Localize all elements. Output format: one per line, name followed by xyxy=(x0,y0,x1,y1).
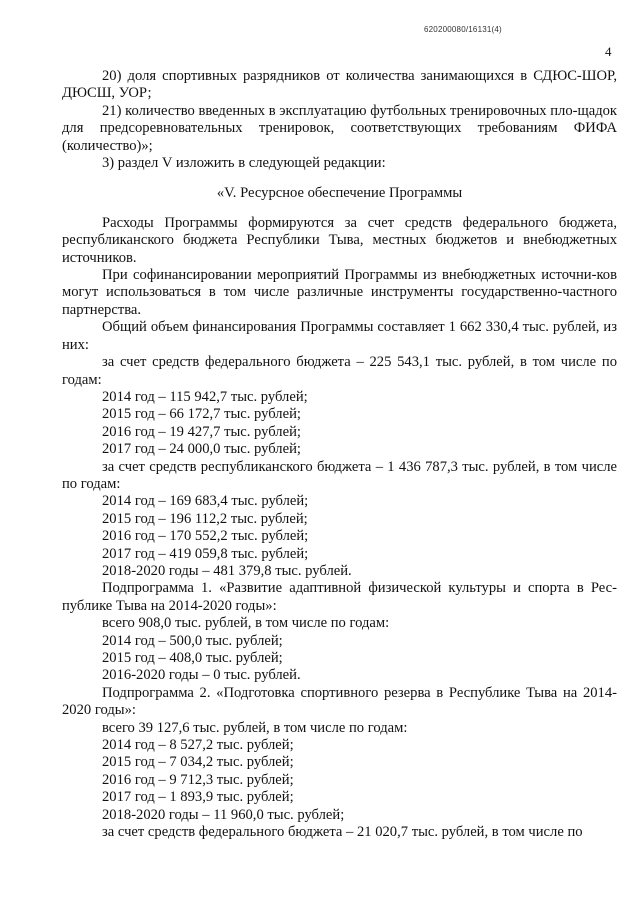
paragraph: за счет средств республиканского бюджета – 1 436 787,3 тыс. рублей, в том числе по годам: xyxy=(62,458,617,492)
paragraph: 2014 год – 500,0 тыс. рублей; xyxy=(102,632,283,649)
paragraph: 2018-2020 годы – 481 379,8 тыс. рублей. xyxy=(102,562,352,579)
paragraph: 3) раздел V изложить в следующей редакции: xyxy=(102,155,386,172)
paragraph: 2016 год – 19 427,7 тыс. рублей; xyxy=(102,423,301,440)
paragraph: 2016-2020 годы – 0 тыс. рублей. xyxy=(102,667,301,684)
paragraph: 2017 год – 419 059,8 тыс. рублей; xyxy=(102,545,309,562)
paragraph: 2014 год – 169 683,4 тыс. рублей; xyxy=(102,493,309,510)
paragraph: 20) доля спортивных разрядников от количества занимающихся в СДЮС-ШОР, ДЮСШ, УОР; xyxy=(62,68,617,102)
paragraph: Общий объем финансирования Программы составляет 1 662 330,4 тыс. рублей, из них: xyxy=(62,319,617,353)
paragraph: 2018-2020 годы – 11 960,0 тыс. рублей; xyxy=(102,806,345,823)
paragraph: всего 39 127,6 тыс. рублей, в том числе по годам: xyxy=(102,719,408,736)
paragraph: 2017 год – 1 893,9 тыс. рублей; xyxy=(102,789,294,806)
paragraph: за счет средств федерального бюджета – 225 543,1 тыс. рублей, в том числе по годам: xyxy=(62,354,617,388)
paragraph: Подпрограмма 1. «Развитие адаптивной физической культуры и спорта в Рес-публике Тыва на 2014-2020 годы»: xyxy=(62,580,617,614)
paragraph: за счет средств федерального бюджета – 21 020,7 тыс. рублей, в том числе по xyxy=(102,824,583,841)
paragraph: Расходы Программы формируются за счет средств федерального бюджета, республиканского бюджета Республики Тыва, местных бюджетов и внебюджетных источников. xyxy=(62,214,617,266)
paragraph: 21) количество введенных в эксплуатацию футбольных тренировочных пло-щадок для предсоревновательных тренировок, соответствующих требованиям ФИФА (количество)»; xyxy=(62,102,617,154)
paragraph: всего 908,0 тыс. рублей, в том числе по годам: xyxy=(102,615,390,632)
paragraph: При софинансировании мероприятий Программы из внебюджетных источни-ков могут использоваться в том числе различные инструменты государственно-частного партнерства. xyxy=(62,267,617,318)
paragraph: 2015 год – 196 112,2 тыс. рублей; xyxy=(102,510,308,527)
paragraph: 2016 год – 9 712,3 тыс. рублей; xyxy=(102,771,294,788)
paragraph: 2016 год – 170 552,2 тыс. рублей; xyxy=(102,528,309,545)
paragraph: 2014 год – 8 527,2 тыс. рублей; xyxy=(102,737,294,754)
document-body xyxy=(62,68,617,841)
paragraph: 2014 год – 115 942,7 тыс. рублей; xyxy=(102,388,308,405)
paragraph: 2017 год – 24 000,0 тыс. рублей; xyxy=(102,441,301,458)
paragraph: Подпрограмма 2. «Подготовка спортивного резерва в Республике Тыва на 2014-2020 годы»: xyxy=(62,684,617,719)
section-heading: «V. Ресурсное обеспечение Программы xyxy=(216,185,463,202)
paragraph: 2015 год – 66 172,7 тыс. рублей; xyxy=(102,406,301,423)
paragraph: 2015 год – 7 034,2 тыс. рублей; xyxy=(102,754,294,771)
document-id: 620200080/16131(4) xyxy=(424,25,502,34)
paragraph: 2015 год – 408,0 тыс. рублей; xyxy=(102,650,283,666)
page-number: 4 xyxy=(605,44,612,59)
